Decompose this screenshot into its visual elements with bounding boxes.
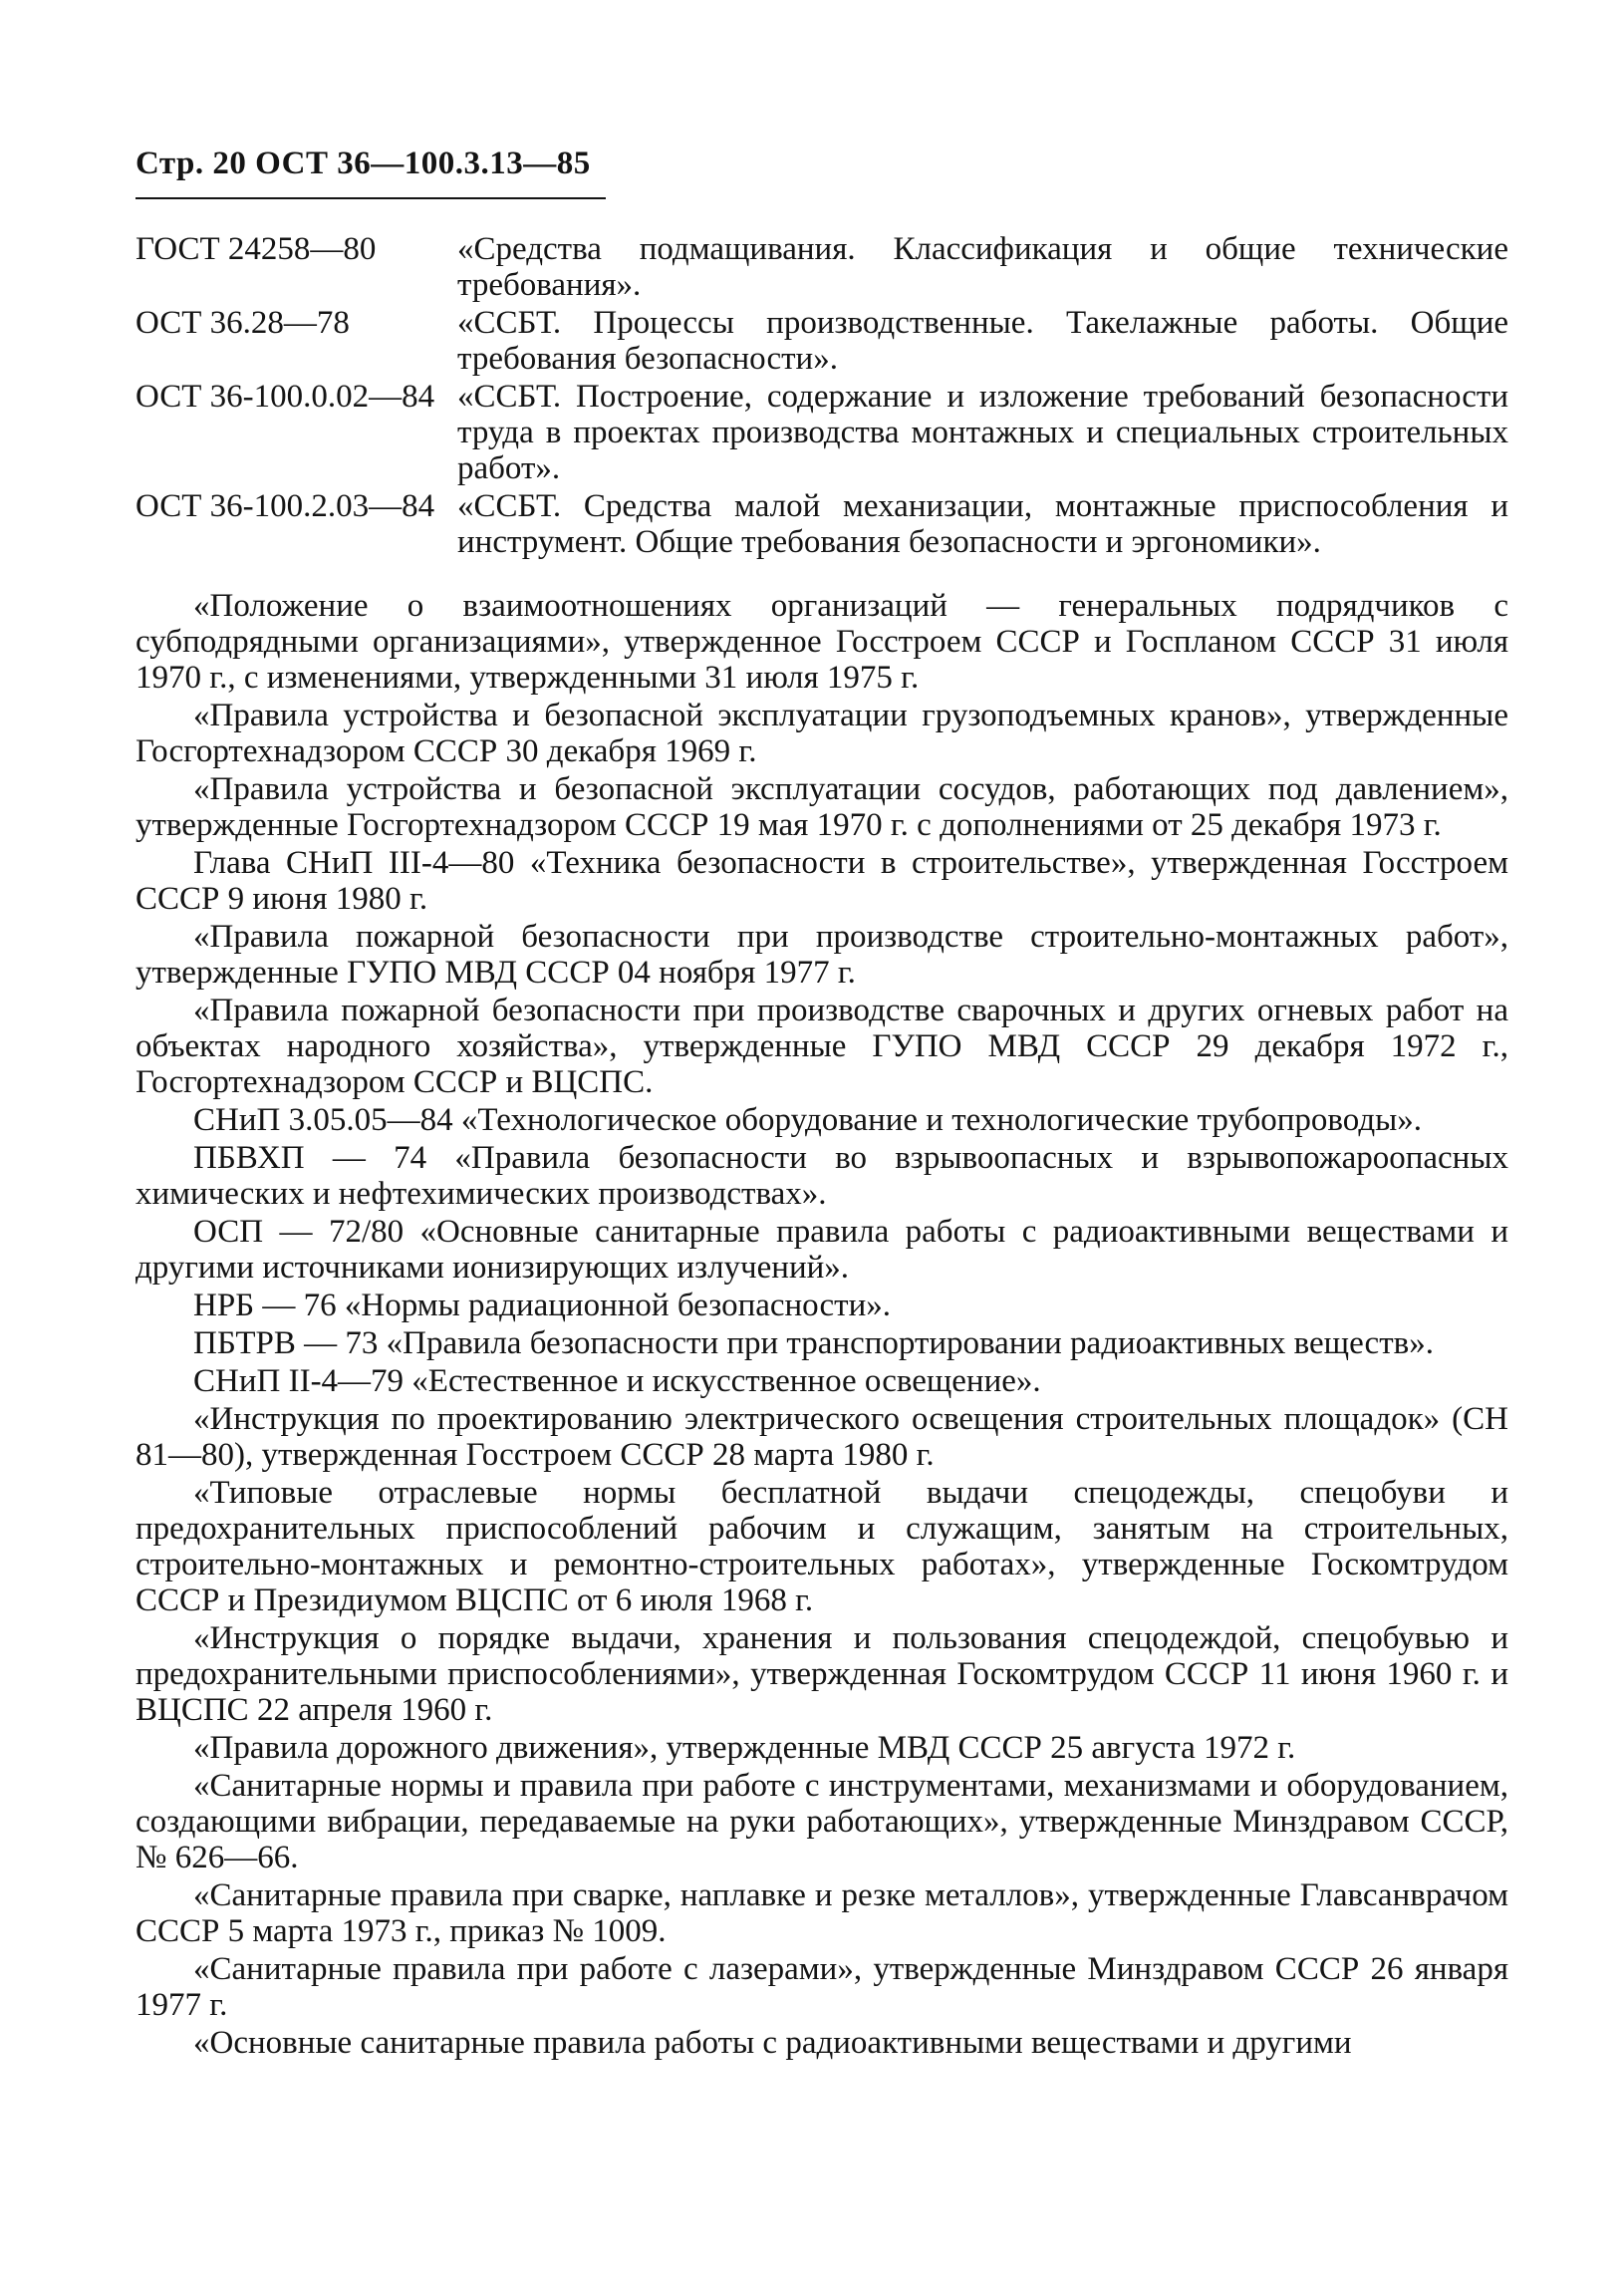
paragraph: «Инструкция о порядке выдачи, хранения и пользования спецодеждой, спецобувью и предохранительными приспособлениями», утвержденная Госкомтрудом СССР 11 июня 1960 г. и ВЦСПС 22 апреля 1960 г. bbox=[135, 1620, 1508, 1728]
paragraph: «Санитарные правила при работе с лазерами», утвержденные Минздравом СССР 26 января 1977 г. bbox=[135, 1951, 1508, 2023]
paragraph: «Правила пожарной безопасности при производстве строительно-монтажных работ», утвержденные ГУПО МВД СССР 04 ноября 1977 г. bbox=[135, 919, 1508, 991]
paragraph: «Правила дорожного движения», утвержденные МВД СССР 25 августа 1972 г. bbox=[193, 1730, 1296, 1766]
reference-code: ОСТ 36.28—78 bbox=[135, 305, 350, 341]
page-header: Стр. 20 ОСТ 36—100.3.13—85 bbox=[135, 145, 591, 181]
paragraph: «Основные санитарные правила работы с радиоактивными веществами и другими bbox=[193, 2025, 1352, 2061]
reference-list bbox=[135, 231, 1508, 562]
paragraph: СНиП II-4—79 «Естественное и искусственное освещение». bbox=[193, 1363, 1041, 1399]
reference-code: ОСТ 36-100.0.02—84 bbox=[135, 379, 435, 415]
paragraph: «Положение о взаимоотношениях организаций — генеральных подрядчиков с субподрядными организациями», утвержденное Госстроем СССР и Госпланом СССР 31 июля 1970 г., с изменениями, утвержденными 31 июля 1975 г. bbox=[135, 588, 1508, 696]
header-rule bbox=[135, 197, 606, 199]
paragraph: «Правила пожарной безопасности при производстве сварочных и других огневых работ на объектах народного хозяйства», утвержденные ГУПО МВД СССР 29 декабря 1972 г., Госгортехнадзором СССР и ВЦСПС. bbox=[135, 993, 1508, 1100]
reference-item bbox=[135, 305, 1508, 377]
paragraph: «Санитарные правила при сварке, наплавке и резке металлов», утвержденные Главсанврачом СССР 5 марта 1973 г., приказ № 1009. bbox=[135, 1877, 1508, 1949]
paragraph: «Инструкция по проектированию электрического освещения строительных площадок» (СН 81—80), утвержденная Госстроем СССР 28 марта 1980 г. bbox=[135, 1401, 1508, 1473]
reference-title: «Средства подмащивания. Классификация и общие технические требования». bbox=[457, 231, 1508, 303]
paragraph: ПБВХП — 74 «Правила безопасности во взрывоопасных и взрывопожароопасных химических и нефтехимических производствах». bbox=[135, 1140, 1508, 1212]
reference-item bbox=[135, 379, 1508, 486]
reference-item bbox=[135, 488, 1508, 560]
paragraph: СНиП 3.05.05—84 «Технологическое оборудование и технологические трубопроводы». bbox=[193, 1102, 1423, 1138]
paragraph: Глава СНиП III-4—80 «Техника безопасности в строительстве», утвержденная Госстроем СССР 9 июня 1980 г. bbox=[135, 845, 1508, 917]
paragraph: НРБ — 76 «Нормы радиационной безопасности». bbox=[193, 1288, 891, 1323]
reference-title: «ССБТ. Построение, содержание и изложение требований безопасности труда в проектах производства монтажных и специальных строительных работ». bbox=[457, 379, 1508, 486]
reference-title: «ССБТ. Средства малой механизации, монтажные приспособления и инструмент. Общие требования безопасности и эргономики». bbox=[457, 488, 1508, 560]
paragraph: «Санитарные нормы и правила при работе с инструментами, механизмами и оборудованием, создающими вибрации, передаваемые на руки работающих», утвержденные Минздравом СССР, № 626—66. bbox=[135, 1768, 1508, 1875]
paragraph: ОСП — 72/80 «Основные санитарные правила работы с радиоактивными веществами и другими источниками ионизирующих излучений». bbox=[135, 1214, 1508, 1286]
paragraph: ПБТРВ — 73 «Правила безопасности при транспортировании радиоактивных веществ». bbox=[193, 1325, 1434, 1361]
reference-code: ГОСТ 24258—80 bbox=[135, 231, 377, 267]
reference-code: ОСТ 36-100.2.03—84 bbox=[135, 488, 435, 524]
paragraph: «Типовые отраслевые нормы бесплатной выдачи спецодежды, спецобуви и предохранительных приспособлений рабочим и служащим, занятым на строительных, строительно-монтажных и ремонтно-строительных работах», утвержденные Госкомтрудом СССР и Президиумом ВЦСПС от 6 июля 1968 г. bbox=[135, 1475, 1508, 1618]
document-body bbox=[135, 588, 1508, 2063]
paragraph: «Правила устройства и безопасной эксплуатации сосудов, работающих под давлением», утвержденные Госгортехнадзором СССР 19 мая 1970 г. с дополнениями от 25 декабря 1973 г. bbox=[135, 771, 1508, 843]
reference-title: «ССБТ. Процессы производственные. Такелажные работы. Общие требования безопасности». bbox=[457, 305, 1508, 377]
paragraph: «Правила устройства и безопасной эксплуатации грузоподъемных кранов», утвержденные Госгортехнадзором СССР 30 декабря 1969 г. bbox=[135, 698, 1508, 769]
reference-item bbox=[135, 231, 1508, 303]
